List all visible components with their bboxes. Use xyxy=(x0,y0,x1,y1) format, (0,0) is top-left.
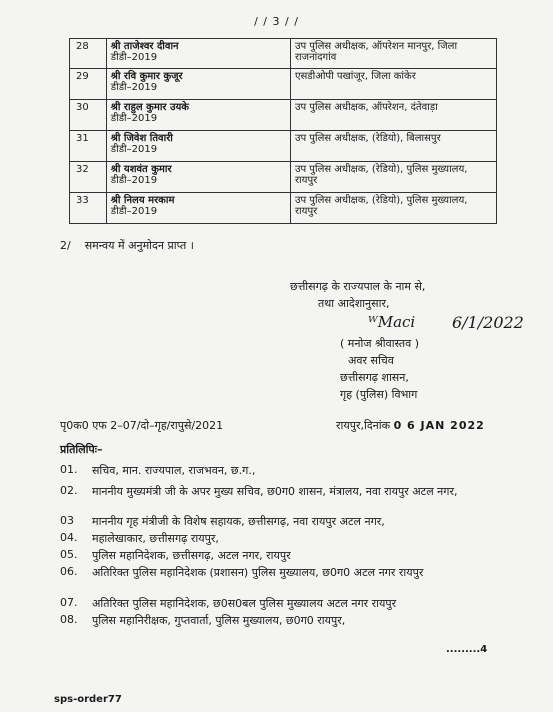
item-number: 03 xyxy=(60,514,74,527)
table-row xyxy=(70,100,497,131)
batch: डीडी–2019 xyxy=(110,206,158,217)
officer-name: ( मनोज श्रीवास्तव ) xyxy=(340,337,420,350)
item-text: अतिरिक्त पुलिस महानिदेशक (प्रशासन) पुलिस मुख्यालय, छ0ग0 अटल नगर रायपुर xyxy=(92,566,424,579)
item-text: महालेखाकार, छत्तीसगढ़ रायपुर, xyxy=(92,532,219,545)
authority-line: छत्तीसगढ़ के राज्यपाल के नाम से, xyxy=(290,280,426,293)
batch: डीडी–2019 xyxy=(110,82,158,93)
officer-cell xyxy=(106,193,290,224)
page-number: / / 3 / / xyxy=(254,15,299,28)
government-name: छत्तीसगढ़ शासन, xyxy=(340,371,409,384)
item-number: 07. xyxy=(60,596,78,609)
officer-cell xyxy=(106,131,290,162)
item-text: सचिव, मान. राज्यपाल, राजभवन, छ.ग., xyxy=(92,464,256,477)
serial-number: 32 xyxy=(70,162,107,193)
serial-number: 33 xyxy=(70,193,107,224)
officer-cell xyxy=(106,69,290,100)
officer-name: श्री रवि कुमार कुजूर xyxy=(110,71,183,82)
batch: डीडी–2019 xyxy=(110,144,158,155)
reference-number: पृ0क0 एफ 2–07/दो–गृह/रापुसे/2021 xyxy=(60,419,224,432)
section-2-text: समन्वय में अनुमोदन प्राप्त । xyxy=(84,239,194,252)
signature-block xyxy=(290,278,524,401)
order-line: तथा आदेशानुसार, xyxy=(318,297,390,310)
item-text: पुलिस महानिदेशक, छत्तीसगढ़, अटल नगर, रायपुर xyxy=(92,549,291,562)
continued-marker: .........4 xyxy=(446,644,488,655)
batch: डीडी–2019 xyxy=(110,52,158,63)
serial-number: 28 xyxy=(70,39,107,69)
table-row xyxy=(70,162,497,193)
officer-name: श्री ताजेश्वर दीवान xyxy=(110,41,179,52)
reference-date xyxy=(336,418,485,433)
item-number: 01. xyxy=(60,463,78,476)
batch: डीडी–2019 xyxy=(110,113,158,124)
batch: डीडी–2019 xyxy=(110,175,158,186)
officer-name: श्री जिवेश तिवारी xyxy=(110,133,173,144)
item-text: अतिरिक्त पुलिस महानिदेशक, छ0स0बल पुलिस मुख्यालय अटल नगर रायपुर xyxy=(92,597,397,610)
item-number: 05. xyxy=(60,548,78,561)
posting: उप पुलिस अधीक्षक, (रेडियो), बिलासपुर xyxy=(290,131,496,162)
officer-name: श्री राहुल कुमार उयके xyxy=(110,102,189,113)
department-name: गृह (पुलिस) विभाग xyxy=(340,388,418,401)
date-stamp: 0 6 JAN 2022 xyxy=(393,419,485,432)
posting: उप पुलिस अधीक्षक, (रेडियो), पुलिस मुख्यालय, रायपुर xyxy=(290,193,496,224)
officer-details xyxy=(340,335,419,403)
officer-designation: अवर सचिव xyxy=(348,354,394,367)
officer-cell xyxy=(106,39,290,69)
officer-name: श्री यशवंत कुमार xyxy=(110,164,172,175)
table-row xyxy=(70,39,497,69)
table-row xyxy=(70,69,497,100)
table-row xyxy=(70,193,497,224)
item-number: 04. xyxy=(60,531,78,544)
posting: एसडीओपी पखांजूर, जिला कांकेर xyxy=(290,69,496,100)
serial-number: 31 xyxy=(70,131,107,162)
posting-table xyxy=(69,38,497,224)
date-label: रायपुर,दिनांक xyxy=(336,419,391,432)
item-text: पुलिस महानिरीक्षक, गुप्तवार्ता, पुलिस मुख्यालय, छ0ग0 रायपुर, xyxy=(92,614,346,627)
item-text: माननीय मुख्यमंत्री जी के अपर मुख्य सचिव, छ0ग0 शासन, मंत्रालय, नवा रायपुर अटल नगर, xyxy=(92,485,458,498)
item-number: 08. xyxy=(60,613,78,626)
serial-number: 29 xyxy=(70,69,107,100)
handwritten-date: 6/1/2022 xyxy=(452,313,524,332)
section-2 xyxy=(60,238,208,253)
item-text: माननीय गृह मंत्रीजी के विशेष सहायक, छत्तीसगढ़, नवा रायपुर अटल नगर, xyxy=(92,515,385,528)
posting: उप पुलिस अधीक्षक, ऑपरेशन, दंतेवाड़ा xyxy=(290,100,496,131)
handwritten-signature: ᵂMaci xyxy=(368,313,416,331)
footer-label: sps-order77 xyxy=(54,694,122,705)
item-number: 06. xyxy=(60,565,78,578)
serial-number: 30 xyxy=(70,100,107,131)
officer-name: श्री निलय मरकाम xyxy=(110,195,175,206)
section-2-number: 2/ xyxy=(60,239,71,252)
officer-cell xyxy=(106,100,290,131)
posting: उप पुलिस अधीक्षक, ऑपरेशन मानपुर, जिला राजनांदगांव xyxy=(290,39,496,69)
table-row xyxy=(70,131,497,162)
item-number: 02. xyxy=(60,484,78,497)
posting: उप पुलिस अधीक्षक, (रेडियो), पुलिस मुख्यालय, रायपुर xyxy=(290,162,496,193)
copy-to-heading: प्रतिलिपिः– xyxy=(60,443,103,456)
officer-cell xyxy=(106,162,290,193)
